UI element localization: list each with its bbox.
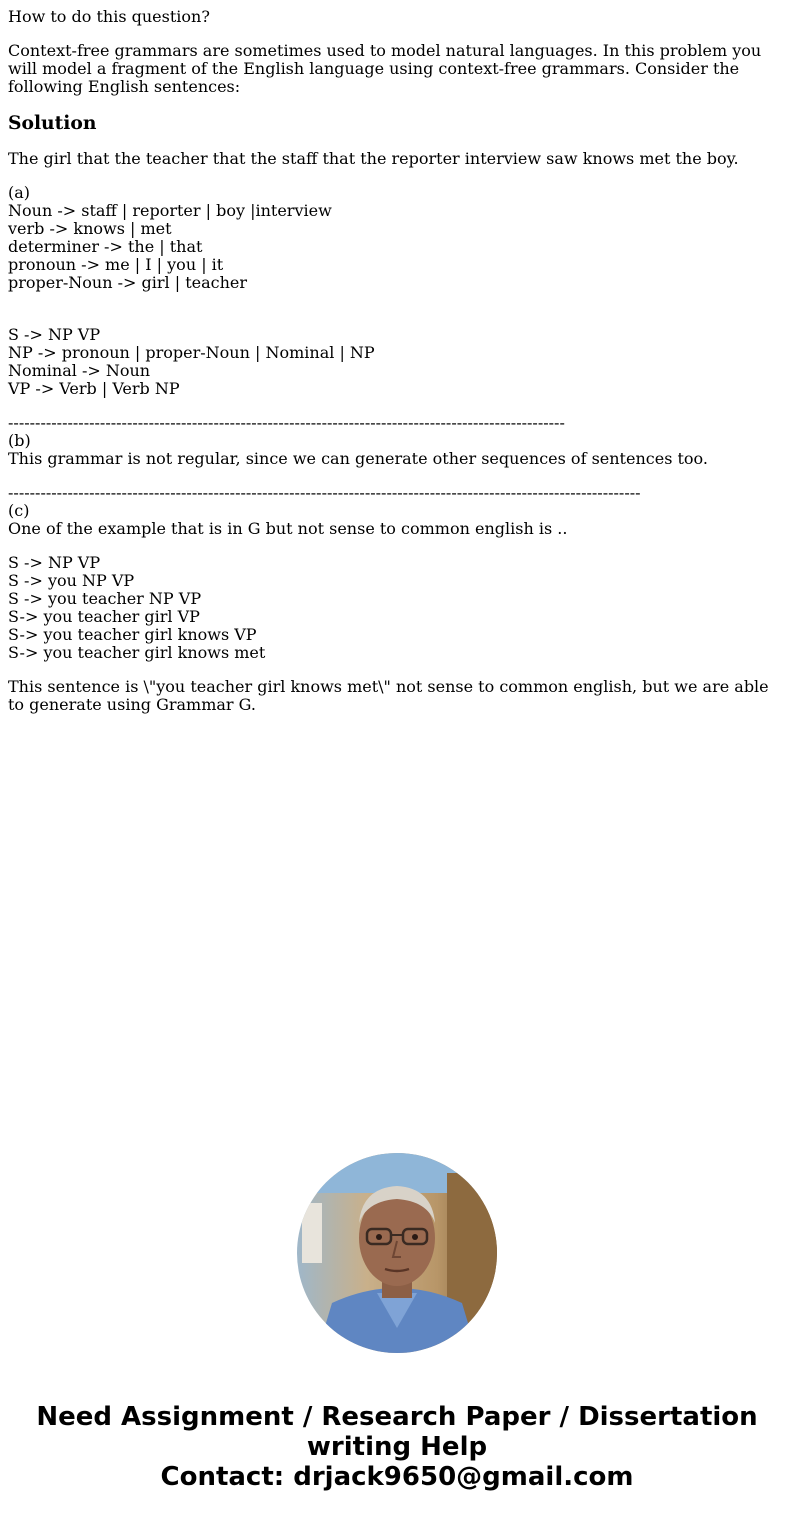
part-b [8, 414, 786, 468]
contact-email: Contact: drjack9650@gmail.com [160, 1462, 634, 1492]
example-sentence: The girl that the teacher that the staff that the reporter interview saw knows met the boy. [8, 149, 739, 168]
document-body [8, 8, 786, 730]
lexicon-line: pronoun -> me | I | you | it [8, 255, 224, 274]
contact-banner [0, 1402, 794, 1492]
divider: ------------------------------------------------------------------------------------------------------- [8, 413, 565, 432]
person-portrait-icon [297, 1153, 497, 1353]
grammar-rule: VP -> Verb | Verb NP [8, 379, 180, 398]
banner-line: writing Help [306, 1432, 488, 1462]
part-a-lexicon [8, 184, 786, 292]
derivation-step: S-> you teacher girl VP [8, 607, 200, 626]
part-b-label: (b) [8, 431, 31, 450]
derivation-step: S -> NP VP [8, 553, 101, 572]
derivation-step: S-> you teacher girl knows VP [8, 625, 257, 644]
question-intro: Context-free grammars are sometimes used to model natural languages. In this problem you will model a fragment of the English language using context-free grammars. Consider the following English sentences: [8, 41, 762, 96]
part-b-text: This grammar is not regular, since we can generate other sequences of sentences too. [8, 449, 708, 468]
part-c-derivation [8, 554, 786, 662]
derivation-step: S -> you teacher NP VP [8, 589, 202, 608]
solution-heading: Solution [8, 112, 97, 134]
derivation-step: S -> you NP VP [8, 571, 135, 590]
grammar-rule: Nominal -> Noun [8, 361, 151, 380]
part-c [8, 484, 786, 538]
banner-line: Need Assignment / Research Paper / Dissertation [36, 1402, 758, 1432]
part-c-conclusion: This sentence is \"you teacher girl knows met\" not sense to common english, but we are able to generate using Grammar G. [8, 677, 769, 714]
lexicon-line: determiner -> the | that [8, 237, 203, 256]
part-a-rules [8, 326, 786, 398]
lexicon-line: proper-Noun -> girl | teacher [8, 273, 248, 292]
lexicon-line: Noun -> staff | reporter | boy |interview [8, 201, 332, 220]
part-c-label: (c) [8, 501, 30, 520]
part-a-label: (a) [8, 183, 31, 202]
grammar-rule: S -> NP VP [8, 325, 101, 344]
divider: --------------------------------------------------------------------------------------------------------------------- [8, 483, 641, 502]
derivation-step: S-> you teacher girl knows met [8, 643, 266, 662]
lexicon-line: verb -> knows | met [8, 219, 172, 238]
grammar-rule: NP -> pronoun | proper-Noun | Nominal | NP [8, 343, 375, 362]
part-c-text: One of the example that is in G but not sense to common english is .. [8, 519, 568, 538]
question-title: How to do this question? [8, 7, 210, 26]
author-photo [297, 1153, 497, 1353]
